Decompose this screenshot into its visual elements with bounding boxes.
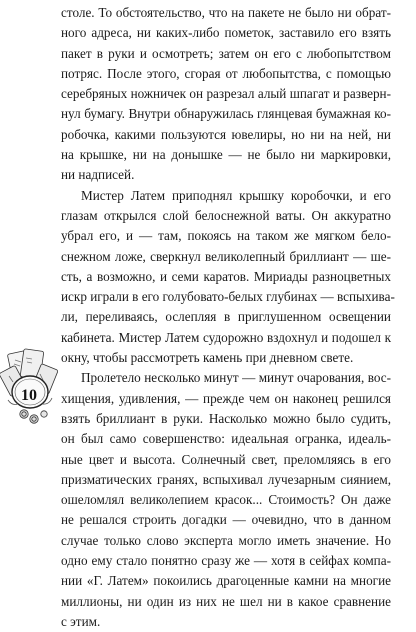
page-corner-ornament — [0, 348, 60, 428]
text-line: хищения, удивления, — прежде чем он наконец решился — [61, 390, 391, 406]
text-line: сть, а возможно, и семи каратов. Мириады разноцветных — [61, 268, 391, 284]
text-line: взять бриллиант в руки. Насколько можно было судить, — [61, 410, 391, 426]
text-line: столе. То обстоятельство, что на пакете не было ни обрат- — [61, 5, 391, 20]
text-line: Пролетело несколько минут — минут очарования, вос- — [81, 370, 391, 386]
text-line: Мистер Латем приподнял крышку коробочки, и его — [81, 187, 391, 203]
text-line: ные цвет и высота. Солнечный свет, преломляясь в его — [61, 451, 391, 467]
text-line: на крышке, ни на донышке — не было ни маркировки, — [61, 147, 391, 163]
text-line: случае только слово эксперта могло иметь значение. Но — [61, 532, 391, 548]
text-line: с этим. — [61, 613, 101, 629]
text-line: ли, переливаясь, ослепляя в приглушенном освещении — [61, 309, 391, 325]
text-line: серебряных ножничек он разрезал алый шпагат и разверн- — [61, 86, 391, 102]
text-line: нии «Г. Латем» покоились драгоценные камни на многие — [61, 573, 391, 589]
page-body-text — [61, 3, 395, 632]
text-line: нул бумагу. Внутри обнаружилась глянцевая бумажная ко- — [61, 106, 391, 122]
text-line: ни надписей. — [61, 167, 135, 183]
page-number-label: 10 — [21, 387, 37, 404]
text-line: ного адреса, ни каких-либо пометок, заставило его взять — [61, 25, 391, 41]
text-line: не решался строить догадки — очевидно, что в данном — [61, 512, 391, 528]
text-line: снежном ложе, сверкнул великолепный бриллиант — ше- — [61, 248, 391, 264]
text-line: он был само совершенство: идеальная огранка, идеаль- — [61, 431, 391, 447]
text-line: глазам открылся слой белоснежной ваты. Он аккуратно — [61, 207, 391, 223]
text-line: робочка, какими пользуются ювелиры, но ни на ней, ни — [61, 126, 391, 142]
text-line: одно ему стало понятно сразу же — хотя в сейфах компа- — [61, 553, 391, 569]
text-line: искр играли в его голубовато-белых глубинах — вспыхива- — [61, 289, 395, 305]
text-line: потряс. После этого, сгорая от любопытства, с помощью — [61, 65, 391, 81]
page-number — [0, 348, 60, 428]
text-line: призматических гранях, вспыхивал лучезарным сиянием, — [61, 471, 391, 487]
text-line: пакет в руки и осмотреть; затем он его с любопытством — [61, 45, 391, 61]
text-line: миллионы, ни один из них не шел ни в какое сравнение — [61, 593, 391, 609]
text-line: убрал его, и — там, покоясь на таком же мягком бело- — [61, 228, 391, 244]
text-line: ошеломлял великолепием красок... Стоимость? Он даже — [61, 492, 391, 508]
text-line: окну, чтобы рассмотреть камень при дневном свете. — [61, 350, 354, 366]
text-line: кабинета. Мистер Латем судорожно вздохнул и подошел к — [61, 329, 391, 345]
